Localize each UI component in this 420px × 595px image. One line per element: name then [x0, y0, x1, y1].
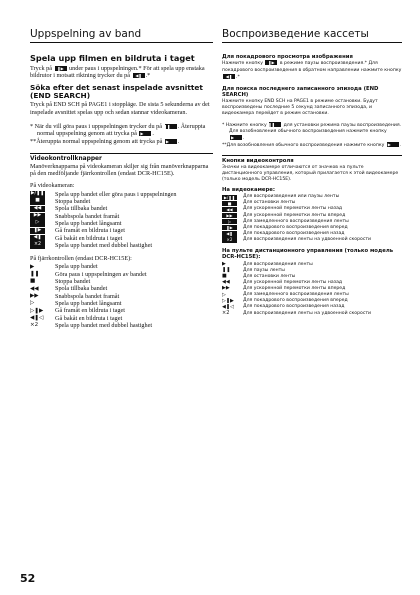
play-icon: ▶ [30, 263, 35, 270]
fast-forward-icon: ▶▶ [30, 213, 45, 220]
list-item: ◀❚ Для покадрового воспроизведения назад [222, 231, 402, 237]
list-item: ❚❚ Göra paus i uppspelningen av bandet [30, 270, 147, 278]
end-search-text: Нажмите кнопку END SCH на PAGE1 в режиме остановки. Будут воспроизведены последние 5 секунд записанного эпизода, и видеокамера перейдет в режим остановки. [222, 98, 378, 116]
fast-forward-icon: ▶▶ [222, 285, 230, 292]
divider [30, 153, 213, 154]
frame-forward-icon: ❚▶ [30, 228, 45, 235]
play-pause-icon: ▶/❚❚ [30, 191, 45, 197]
list-item: ▶▶ Snabbspola bandet framåt [30, 213, 213, 220]
stop-icon: ■ [222, 273, 227, 280]
step-back-key-icon: ◀❚ [223, 74, 235, 79]
list-item: ▷❚▶ Для покадрового воспроизведения вперед [222, 297, 348, 304]
remote-button-list [30, 263, 213, 329]
frame-by-frame-text: Tryck på ❚▶ under paus i uppspelningen.* För att spela upp enstaka bildrutor i motsatt riktning trycker du på ◀❚ .* [30, 64, 205, 80]
play-key-icon: ▶ [230, 135, 242, 140]
list-item: ▶/❚❚ Spela upp bandet eller göra paus i uppspelningen [30, 190, 177, 198]
list-item: ▷ Для замедленного воспроизведения ленты [222, 291, 349, 298]
video-control-text: Manöverknapparna på videokameran skiljer sig från manöverknapparna på den medföljande fjärrkontrollen (endast DCR-HC15E). [30, 162, 209, 178]
video-control-title: Кнопки видеоконтроля [222, 158, 294, 165]
list-item: ◀❚◁ Для покадрового воспроизведения назад [222, 303, 345, 310]
stop-icon: ■ [30, 198, 45, 205]
divider [222, 155, 402, 156]
list-item: ■ Stoppa bandet [30, 278, 91, 286]
list-item: ❚❚ Для паузы ленты [222, 267, 285, 274]
fast-forward-icon: ▶▶ [222, 213, 237, 218]
end-search-title: Söka efter det senast inspelade avsnittet (END SEARCH) [30, 83, 203, 101]
footnote-1: * Нажмите кнопку ❚❚ для установки режима паузы воспроизведения. Для возобновления обычного воспроизведения нажмите кнопку ▶ . [222, 121, 402, 141]
pause-icon: ❚❚ [30, 271, 40, 278]
double-speed-icon: ×2 [222, 237, 237, 242]
play-pause-icon: ▶/❚❚ [223, 194, 236, 200]
frame-back-icon: ◀❚◁ [222, 303, 234, 310]
frame-forward-icon: ❚▶ [222, 225, 237, 230]
list-item: ×2 Для воспроизведения ленты на удвоенной скорости [222, 237, 402, 243]
camera-list-title: På videokameran: [30, 182, 75, 190]
slow-icon: ▷ [30, 220, 45, 227]
video-control-title: Videokontrollknapper [30, 155, 102, 162]
footnote-2: **Для возобновления обычного воспроизведения нажмите кнопку ▶ . [222, 142, 402, 149]
list-item: ▶▶ Для ускоренной перемотки ленты вперед [222, 213, 402, 219]
list-item: ×2 Spela upp bandet med dubbel hastighet [30, 242, 213, 249]
list-item: ▶ Spela upp bandet [30, 263, 98, 271]
list-item: ■ Stoppa bandet [30, 198, 213, 205]
remote-list-title: På fjärrkontrollen (endast DCR-HC15E): [30, 255, 132, 263]
footnote-1: * När du vill göra paus i uppspelningen trycker du på ❚❚ . Återuppta normal uppspelning genom att trycka på ▶ . [30, 122, 206, 138]
play-key-icon: ▶ [139, 131, 151, 136]
list-item: ▷ Spela upp bandet långsamt [30, 220, 213, 227]
rewind-icon: ◀◀ [30, 285, 39, 292]
list-item: ▶ Для воспроизведения ленты [222, 261, 313, 268]
end-search-text: Tryck på END SCH på PAGE1 i stoppläge. De sista 5 sekunderna av det inspelade avsnittet spelas upp och sedan stannar videokameran. [30, 101, 210, 116]
play-key-icon: ▶ [165, 139, 177, 144]
list-item: ❚▶ Для покадрового воспроизведения вперед [222, 225, 402, 231]
list-item: ▶/❚❚ Для воспроизведения или паузы ленты [223, 194, 340, 200]
list-item: ◀◀ Spola tillbaka bandet [30, 285, 108, 293]
frame-by-frame-title: Spela upp filmen en bildruta i taget [30, 53, 195, 63]
frame-forward-icon: ▷❚▶ [222, 297, 234, 304]
step-forward-key-icon: ❚▶ [55, 66, 67, 71]
camera-button-list [222, 194, 402, 243]
slow-icon: ▷ [222, 291, 226, 298]
list-item: ▶▶ Для ускоренной перемотки ленты вперед [222, 285, 346, 292]
play-icon: ▶ [222, 261, 226, 268]
list-item: ◀❚ Gå bakåt en bildruta i taget [30, 235, 213, 242]
play-key-icon: ▶ [387, 142, 399, 147]
camera-button-list [30, 191, 213, 249]
video-control-text: Значки на видеокамере отличаются от значков на пульте дистанционного управления, который прилагается к этой видеокамере (только модель DCR-HC15E). [222, 164, 399, 182]
pause-key-icon: ❚❚ [165, 124, 177, 129]
frame-back-icon: ◀❚◁ [30, 314, 44, 321]
rewind-icon: ◀◀ [222, 279, 230, 286]
slow-icon: ▷ [30, 300, 35, 307]
section-header-right: Воспроизведение кассеты [222, 28, 402, 43]
russian-column [222, 28, 402, 317]
end-search-title: Для поиска последнего записанного эпизода (END SEARCH) [222, 85, 379, 99]
swedish-column [30, 28, 213, 329]
camera-list-title: На видеокамере: [222, 186, 276, 193]
list-item: ◀◀ Для ускоренной перемотки ленты назад [222, 279, 343, 286]
list-item: ▶▶ Snabbspola bandet framåt [30, 292, 120, 300]
frame-by-frame-title: Для покадрового просмотра изображения [222, 54, 353, 60]
frame-back-icon: ◀❚ [222, 231, 237, 236]
rewind-icon: ◀◀ [222, 207, 237, 212]
list-item: ◀◀ Spola tillbaka bandet [30, 205, 213, 212]
double-speed-icon: ×2 [222, 309, 230, 316]
rewind-icon: ◀◀ [30, 206, 45, 213]
remote-list-title: На пульте дистанционного управления (только модель DCR-HC15E): [222, 248, 394, 261]
list-item: ×2 Spela upp bandet med dubbel hastighet [30, 321, 153, 329]
step-back-key-icon: ◀❚ [133, 73, 145, 78]
list-item: ▷ Для замедленного воспроизведения ленты [222, 219, 402, 225]
footnote-2: **Återuppta normal uppspelning genom att trycka på ▶ . [30, 137, 180, 145]
slow-icon: ▷ [222, 219, 237, 224]
double-speed-icon: ×2 [30, 322, 39, 329]
list-item: ×2 Для воспроизведения ленты на удвоенной скорости [222, 309, 372, 316]
list-item: ▷❚▶ Gå framåt en bildruta i taget [30, 307, 125, 315]
list-item: ■ Для остановки ленты [222, 200, 402, 206]
pause-key-icon: ❚❚ [269, 122, 281, 127]
stop-icon: ■ [222, 201, 237, 206]
list-item: ◀◀ Для ускоренной перемотки ленты назад [222, 206, 402, 212]
list-item: ◀❚◁ Gå bakåt en bildruta i taget [30, 314, 123, 322]
remote-button-list [222, 262, 402, 317]
step-forward-key-icon: ❚▶ [265, 60, 277, 65]
pause-icon: ❚❚ [222, 267, 231, 274]
frame-by-frame-text: Нажмите кнопку ❚▶ в режиме паузы воспроизведения.* Для покадрового воспроизведения в обратном направлении нажмите кнопку ◀❚ .* [222, 60, 402, 80]
frame-forward-icon: ▷❚▶ [30, 307, 44, 314]
page-number: 52 [20, 572, 36, 585]
stop-icon: ■ [30, 278, 36, 285]
double-speed-icon: ×2 [30, 242, 45, 249]
list-item: ■ Для остановки ленты [222, 273, 296, 280]
section-header-left: Uppspelning av band [30, 28, 213, 43]
frame-back-icon: ◀❚ [30, 235, 45, 242]
list-item: ❚▶ Gå framåt en bildruta i taget [30, 227, 213, 234]
fast-forward-icon: ▶▶ [30, 293, 39, 300]
list-item: ▷ Spela upp bandet långsamt [30, 299, 122, 307]
